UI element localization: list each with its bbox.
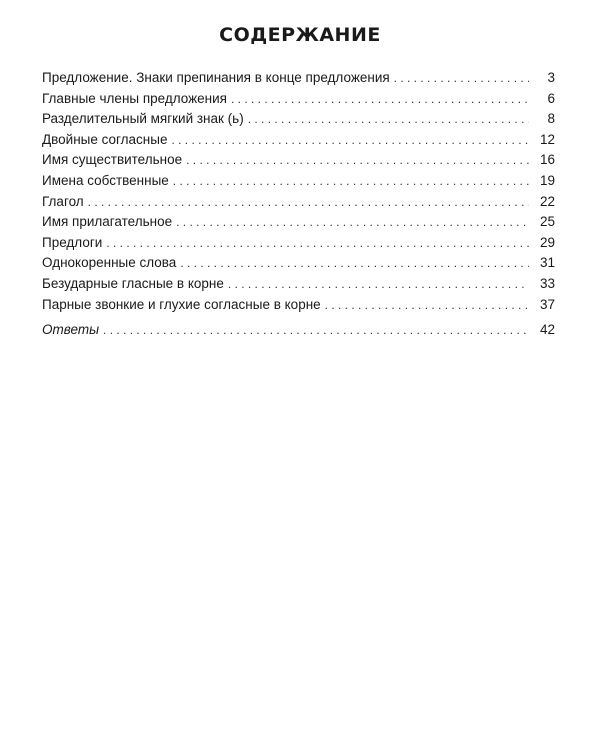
toc-entry[interactable] xyxy=(42,171,555,192)
dot-leader xyxy=(88,192,529,213)
toc-entry-page: 29 xyxy=(539,234,555,250)
toc-entry-answers[interactable] xyxy=(42,320,555,341)
toc-entry[interactable] xyxy=(42,192,555,213)
toc-entry-page: 22 xyxy=(539,193,555,209)
toc-entry-title: Имя прилагательное xyxy=(42,214,173,230)
dot-leader xyxy=(325,295,529,316)
toc-entry[interactable] xyxy=(42,150,555,171)
dot-leader xyxy=(176,212,529,233)
dot-leader xyxy=(248,109,529,130)
toc-entry-page: 3 xyxy=(547,70,555,85)
page-title: СОДЕРЖАНИЕ xyxy=(219,24,381,46)
dot-leader xyxy=(180,253,529,274)
dot-leader xyxy=(394,68,529,89)
toc-entry-page: 25 xyxy=(539,214,555,230)
toc-entry-title: Имена собственные xyxy=(42,172,169,188)
toc-entry-title: Ответы xyxy=(42,322,100,338)
toc-entry-title: Безударные гласные в корне xyxy=(42,275,224,291)
toc-entry-page: 19 xyxy=(539,172,555,188)
dot-leader xyxy=(106,233,529,254)
toc-entry-page: 12 xyxy=(539,131,555,147)
toc-entry-page: 31 xyxy=(539,255,555,271)
toc-entry-page: 37 xyxy=(539,296,555,312)
dot-leader xyxy=(173,171,529,192)
toc-entry-page: 33 xyxy=(539,275,555,291)
dot-leader xyxy=(171,130,529,151)
toc-entry-page: 6 xyxy=(547,90,555,106)
toc-entry[interactable] xyxy=(42,212,555,233)
toc-entry[interactable] xyxy=(42,109,555,130)
toc-entry-page: 16 xyxy=(539,152,555,168)
toc-entry-title: Предлоги xyxy=(42,234,103,250)
toc-entry-title: Предложение. Знаки препинания в конце предложения xyxy=(42,70,390,85)
toc-entry-title: Однокоренные слова xyxy=(42,255,177,271)
toc-entry-title: Двойные согласные xyxy=(42,131,168,147)
dot-leader xyxy=(186,150,529,171)
table-of-contents xyxy=(42,68,555,341)
toc-entry-title: Глагол xyxy=(42,193,84,209)
toc-entry[interactable] xyxy=(42,89,555,110)
toc-entry-title: Парные звонкие и глухие согласные в корне xyxy=(42,296,321,312)
toc-entry[interactable] xyxy=(42,233,555,254)
toc-entry[interactable] xyxy=(42,253,555,274)
toc-entry-page: 42 xyxy=(539,322,555,338)
toc-entry[interactable] xyxy=(42,274,555,295)
toc-entry-title: Главные члены предложения xyxy=(42,90,227,106)
toc-entry[interactable] xyxy=(42,130,555,151)
dot-leader xyxy=(231,89,529,110)
toc-entry-title: Имя существительное xyxy=(42,152,183,168)
toc-entry-title: Разделительный мягкий знак (ь) xyxy=(42,111,244,127)
toc-entry[interactable] xyxy=(42,68,555,89)
dot-leader xyxy=(103,320,529,341)
toc-entry-page: 8 xyxy=(547,111,555,127)
toc-entry[interactable] xyxy=(42,295,555,316)
dot-leader xyxy=(228,274,529,295)
